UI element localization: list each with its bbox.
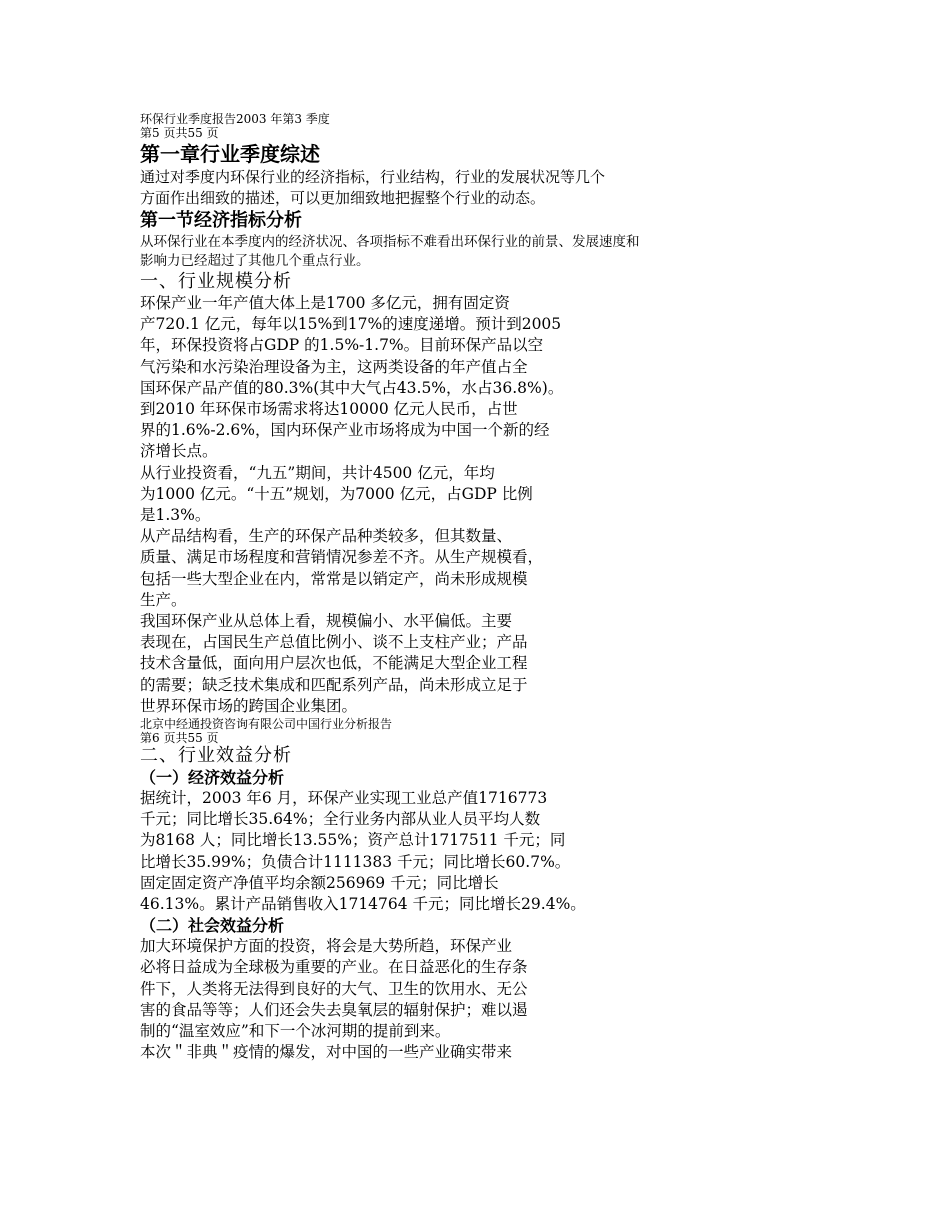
paragraph-line: 46.13%。累计产品销售收入1714764 千元；同比增长29.4%。 [140, 895, 586, 914]
paragraph-line: 界的1.6%-2.6%，国内环保产业市场将成为中国一个新的经 [140, 421, 550, 440]
section-title: 第一节经济指标分析 [140, 210, 302, 231]
paragraph-line: 到2010 年环保市场需求将达10000 亿元人民币，占世 [140, 400, 518, 419]
paragraph-line: 包括一些大型企业在内，常常是以销定产，尚未形成规模 [140, 569, 528, 588]
paragraph-line: 从环保行业在本季度内的经济状况、各项指标不难看出环保行业的前景、发展速度和 [140, 234, 640, 250]
header-title: 环保行业季度报告2003 年第3 季度 [140, 112, 330, 126]
paragraph-line: 从产品结构看，生产的环保产品种类较多，但其数量、 [140, 527, 513, 546]
paragraph-line: 本次＂非典＂疫情的爆发，对中国的一些产业确实带来 [140, 1043, 513, 1062]
paragraph-line: 从行业投资看，“九五”期间，共计4500 亿元，年均 [140, 463, 495, 482]
paragraph-line: 气污染和水污染治理设备为主，这两类设备的年产值占全 [140, 357, 528, 376]
benefit-heading: 二、行业效益分析 [140, 745, 292, 767]
paragraph-line: 害的食品等等；人们还会失去臭氧层的辐射保护；难以遏 [140, 1000, 528, 1019]
paragraph-line: 产720.1 亿元，每年以15%到17%的速度递增。预计到2005 [140, 315, 562, 334]
paragraph-line: 固定固定资产净值平均余额256969 千元；同比增长 [140, 873, 499, 892]
paragraph-line: 比增长35.99%；负债合计1111383 千元；同比增长60.7%。 [140, 852, 571, 871]
social-benefit-title: （二）社会效益分析 [140, 916, 285, 936]
header-page-number: 第5 页共55 页 [140, 126, 219, 140]
paragraph-line: 表现在，占国民生产总值比例小、谈不上支柱产业；产品 [140, 633, 528, 652]
paragraph-line: 是1.3%。 [140, 506, 211, 525]
social-benefit-body [140, 936, 800, 1063]
paragraph-line: 制的“温室效应”和下一个冰河期的提前到来。 [140, 1022, 451, 1041]
paragraph-line: 必将日益成为全球极为重要的产业。在日益恶化的生存条 [140, 958, 528, 977]
paragraph-line: 年，环保投资将占GDP 的1.5%-1.7%。目前环保产品以空 [140, 336, 544, 355]
paragraph-line: 千元；同比增长35.64%；全行业务内部从业人员平均人数 [140, 810, 541, 829]
section-intro [140, 233, 800, 271]
paragraph-line: 影响力已经超过了其他几个重点行业。 [140, 253, 370, 269]
paragraph-line: 加大环境保护方面的投资，将会是大势所趋，环保产业 [140, 937, 513, 956]
footer-page-number: 第6 页共55 页 [140, 731, 219, 746]
paragraph-line: 生产。 [140, 590, 187, 609]
economic-benefit-body [140, 788, 800, 915]
paragraph-line: 据统计，2003 年6 月，环保产业实现工业总产值1716773 [140, 789, 548, 808]
paragraph-line: 国环保产品产值的80.3%(其中大气占43.5%，水占36.8%)。 [140, 378, 564, 397]
paragraph-line: 技术含量低，面向用户层次也低，不能满足大型企业工程 [140, 654, 528, 673]
paragraph-line: 件下，人类将无法得到良好的大气、卫生的饮用水、无公 [140, 979, 528, 998]
economic-benefit-title: （一）经济效益分析 [140, 768, 285, 788]
scale-body [140, 293, 800, 717]
paragraph-line: 为1000 亿元。“十五”规划，为7000 亿元，占GDP 比例 [140, 484, 533, 503]
paragraph-line: 方面作出细致的描述，可以更加细致地把握整个行业的动态。 [140, 189, 546, 207]
paragraph-line: 我国环保产业从总体上看，规模偏小、水平偏低。主要 [140, 612, 513, 631]
paragraph-line: 质量、满足市场程度和营销情况参差不齐。从生产规模看， [140, 548, 544, 567]
footer-company: 北京中经通投资咨询有限公司中国行业分析报告 [140, 717, 393, 732]
paragraph-line: 环保产业一年产值大体上是1700 多亿元，拥有固定资 [140, 294, 510, 312]
document-page [140, 112, 800, 1064]
paragraph-line: 济增长点。 [140, 442, 218, 461]
paragraph-line: 为8168 人；同比增长13.55%；资产总计1717511 千元；同 [140, 831, 566, 850]
scale-heading: 一、行业规模分析 [140, 271, 292, 292]
paragraph-line: 通过对季度内环保行业的经济指标，行业结构，行业的发展状况等几个 [140, 168, 606, 186]
paragraph-line: 世界环保市场的跨国企业集团。 [140, 696, 358, 715]
chapter-title: 第一章行业季度综述 [140, 142, 320, 166]
paragraph-line: 的需要；缺乏技术集成和匹配系列产品，尚未形成立足于 [140, 675, 528, 694]
chapter-intro [140, 167, 800, 209]
